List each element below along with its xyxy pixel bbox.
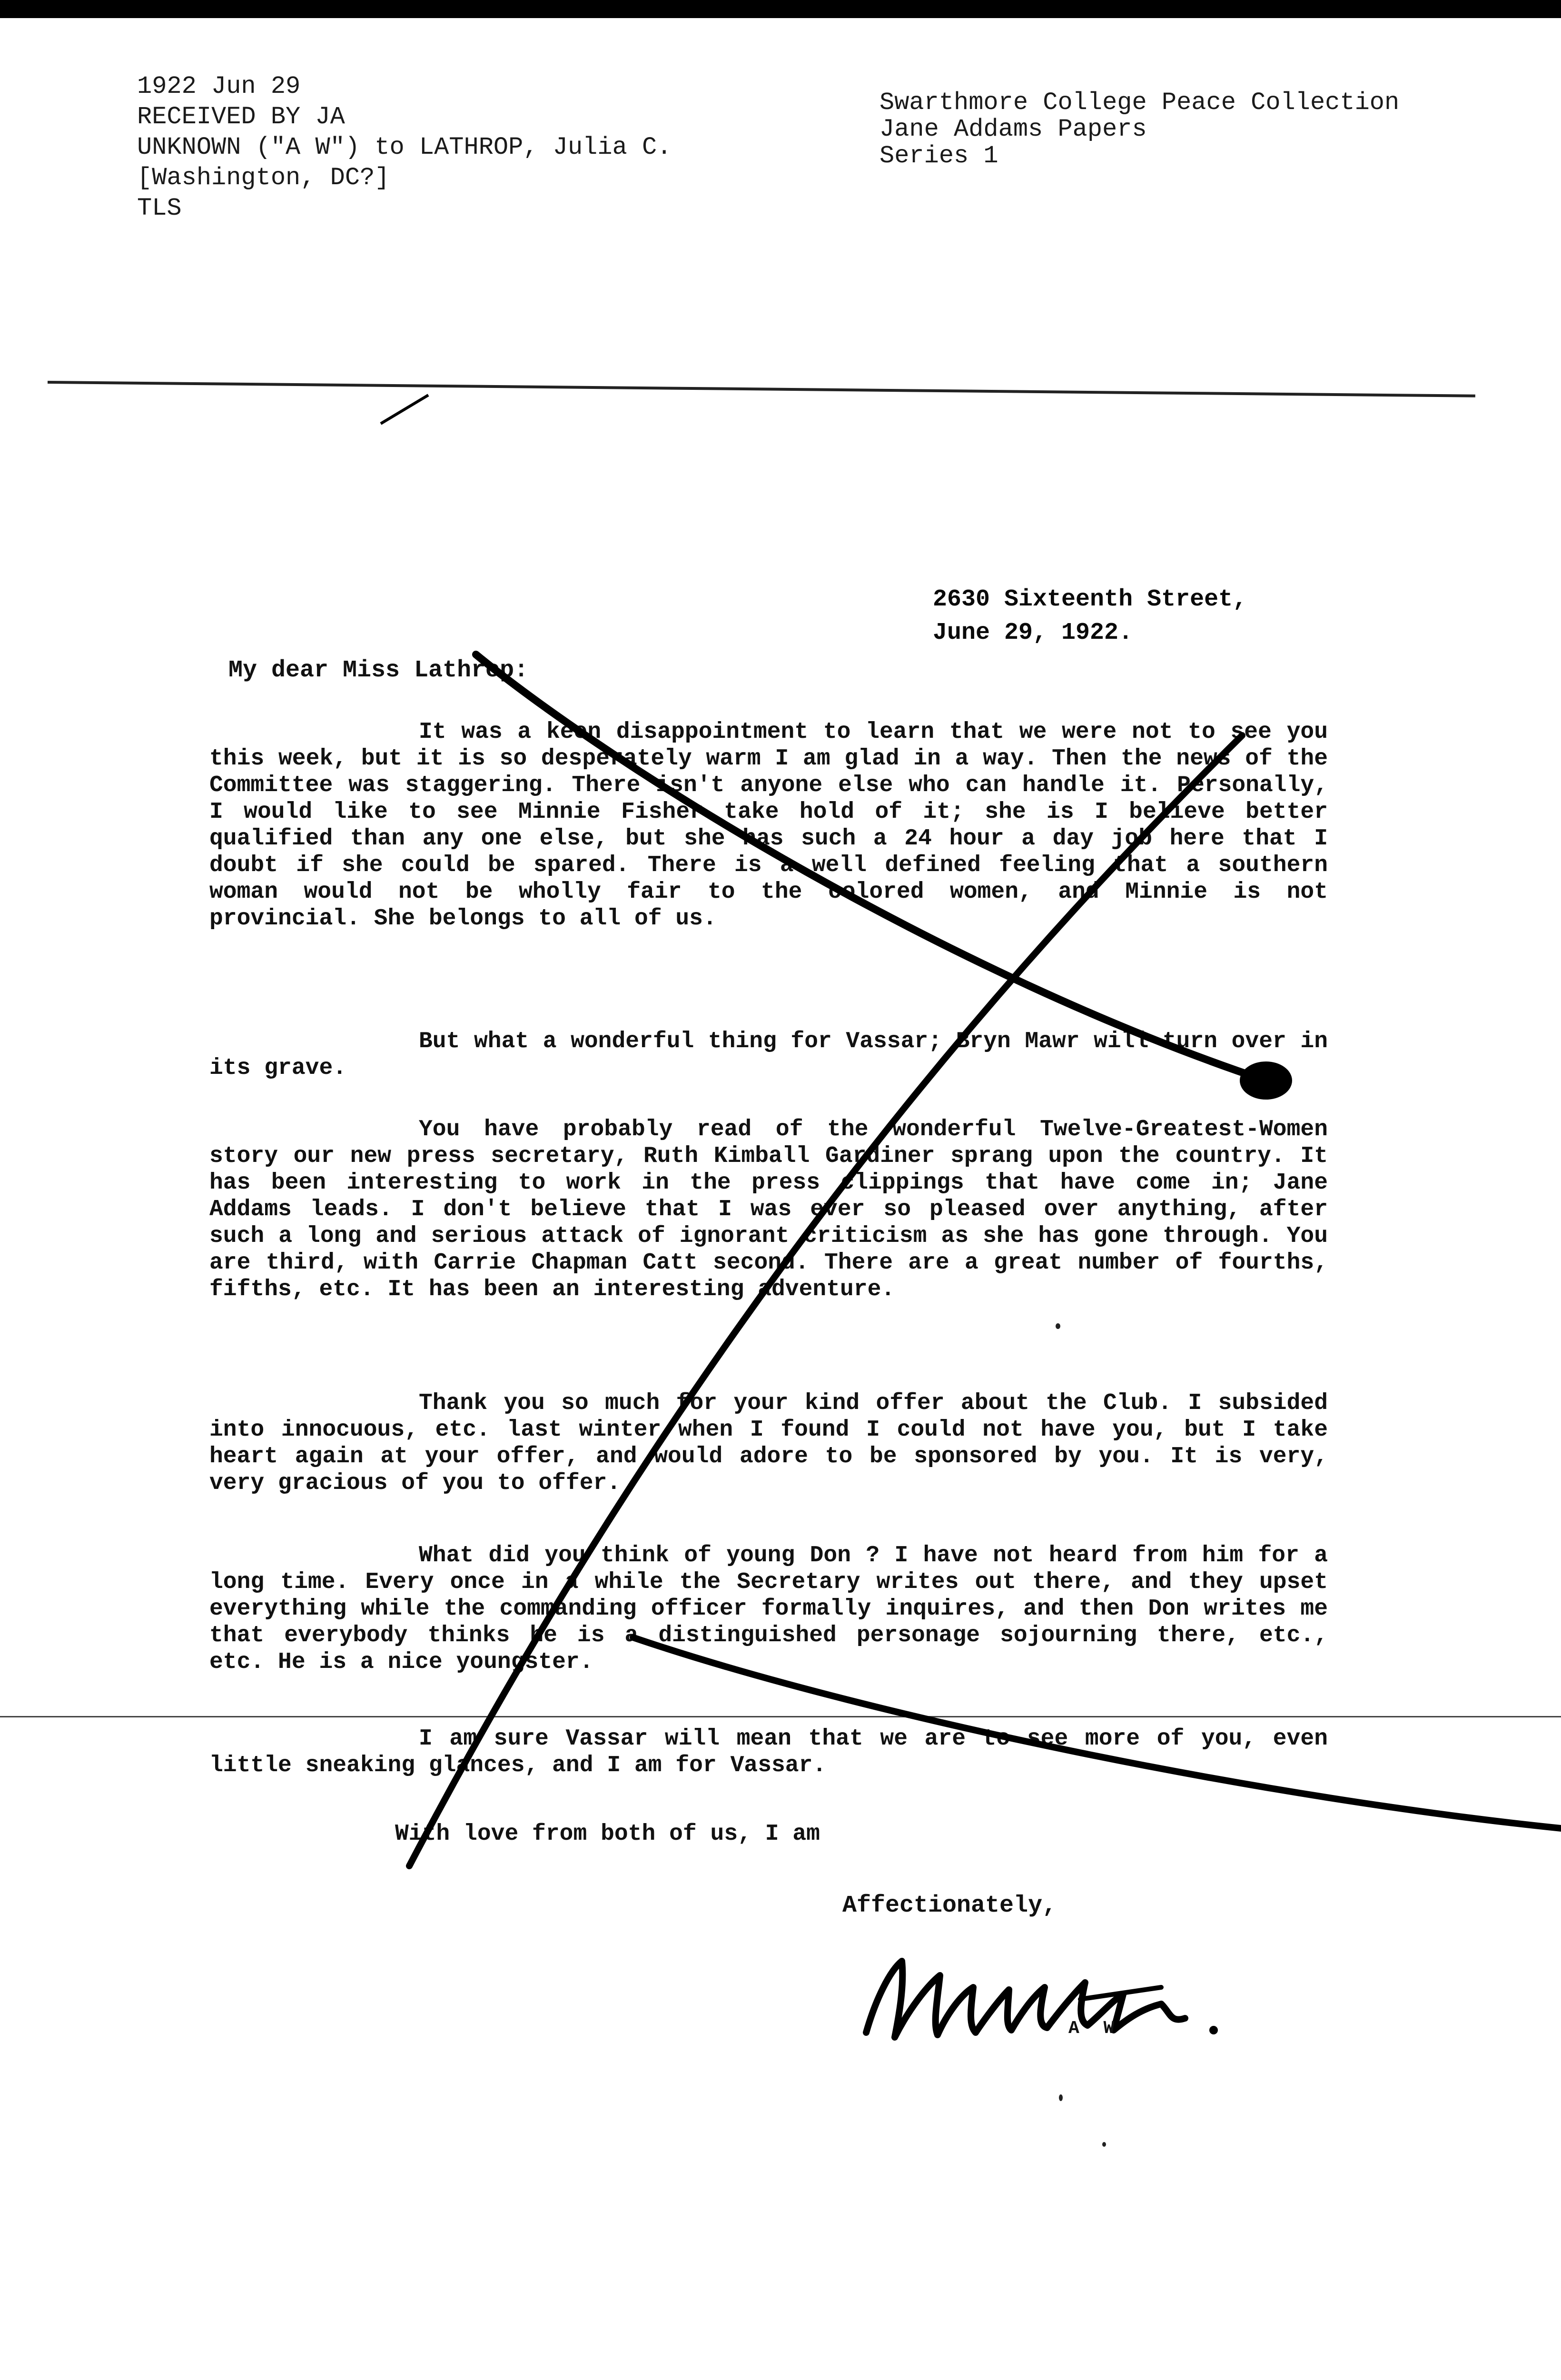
letter-paragraph: But what a wonderful thing for Vassar; Bryn Mawr will turn over in its grave. bbox=[209, 1029, 1328, 1081]
letter-paragraph: You have probably read of the wonderful Twelve-Greatest-Women story our new press secretary, Ruth Kimball Gardiner sprang upon the country. It has been interesting to work in the press clippings that have come in; Jane Addams leads. I don't believe that I was ever so pleased over anything, after such a long and serious attack of ignorant criticism as she has gone through. You are third, with Carrie Chapman Catt second. There are a great number of fourths, fifths, etc. It has been an interesting adventure. bbox=[209, 1117, 1328, 1302]
archive-header bbox=[137, 71, 672, 224]
letter-salutation: My dear Miss Lathrop: bbox=[228, 657, 529, 684]
fold-line-lower bbox=[0, 1716, 1561, 1717]
letter-address-block bbox=[933, 583, 1247, 650]
letter-closing: Affectionately, bbox=[842, 1892, 1057, 1919]
archive-place: [Washington, DC?] bbox=[137, 164, 390, 192]
letter-date: June 29, 1922. bbox=[933, 619, 1133, 646]
letter-initials: A W bbox=[1068, 2018, 1121, 2039]
archive-correspondents: UNKNOWN ("A W") to LATHROP, Julia C. bbox=[137, 133, 672, 161]
ink-speck bbox=[1059, 2094, 1063, 2101]
collection-series: Series 1 bbox=[879, 142, 998, 170]
scan-top-edge bbox=[0, 0, 1561, 18]
letter-paragraph: It was a keen disappointment to learn that we were not to see you this week, but it is so desperately warm I am glad in a way. Then the news of the Committee was staggering. There isn't anyone else who can handle it. Personally, I would like to see Minnie Fisher take hold of it; she is I believe better qualified than any one else, but she has such a 24 hour a day job here that I doubt if she could be spared. There is a well defined feeling that a southern woman would not be wholly fair to the colored women, and Minnie is not provincial. She belongs to all of us. bbox=[209, 719, 1328, 932]
archive-date: 1922 Jun 29 bbox=[137, 72, 301, 100]
letter-address: 2630 Sixteenth Street, bbox=[933, 586, 1247, 613]
fold-line bbox=[48, 381, 1475, 397]
letter-paragraph: What did you think of young Don ? I have not heard from him for a long time. Every once in a while the Secretary writes out there, and they upset everything while the commanding officer formally inquires, and then Don writes me that everybody thinks he is a distinguished personage sojourning there, etc., etc. He is a nice youngster. bbox=[209, 1543, 1328, 1675]
letter-paragraph: I am sure Vassar will mean that we are to see more of you, even little sneaking glances, and I am for Vassar. bbox=[209, 1726, 1328, 1778]
ink-speck bbox=[1102, 2142, 1106, 2147]
letter-paragraph: Thank you so much for your kind offer about the Club. I subsided into innocuous, etc. last winter when I found I could not have you, but I take heart again at your offer, and would adore to be sponsored by you. It is very, very gracious of you to offer. bbox=[209, 1390, 1328, 1496]
collection-name: Swarthmore College Peace Collection bbox=[879, 89, 1400, 117]
collection-papers: Jane Addams Papers bbox=[879, 115, 1147, 143]
ink-speck bbox=[1056, 1323, 1060, 1329]
archive-type: TLS bbox=[137, 194, 182, 222]
collection-header bbox=[879, 89, 1399, 169]
letter-paragraph: With love from both of us, I am bbox=[395, 1821, 820, 1847]
archive-received: RECEIVED BY JA bbox=[137, 103, 345, 131]
handwritten-signature bbox=[857, 1942, 1247, 2056]
